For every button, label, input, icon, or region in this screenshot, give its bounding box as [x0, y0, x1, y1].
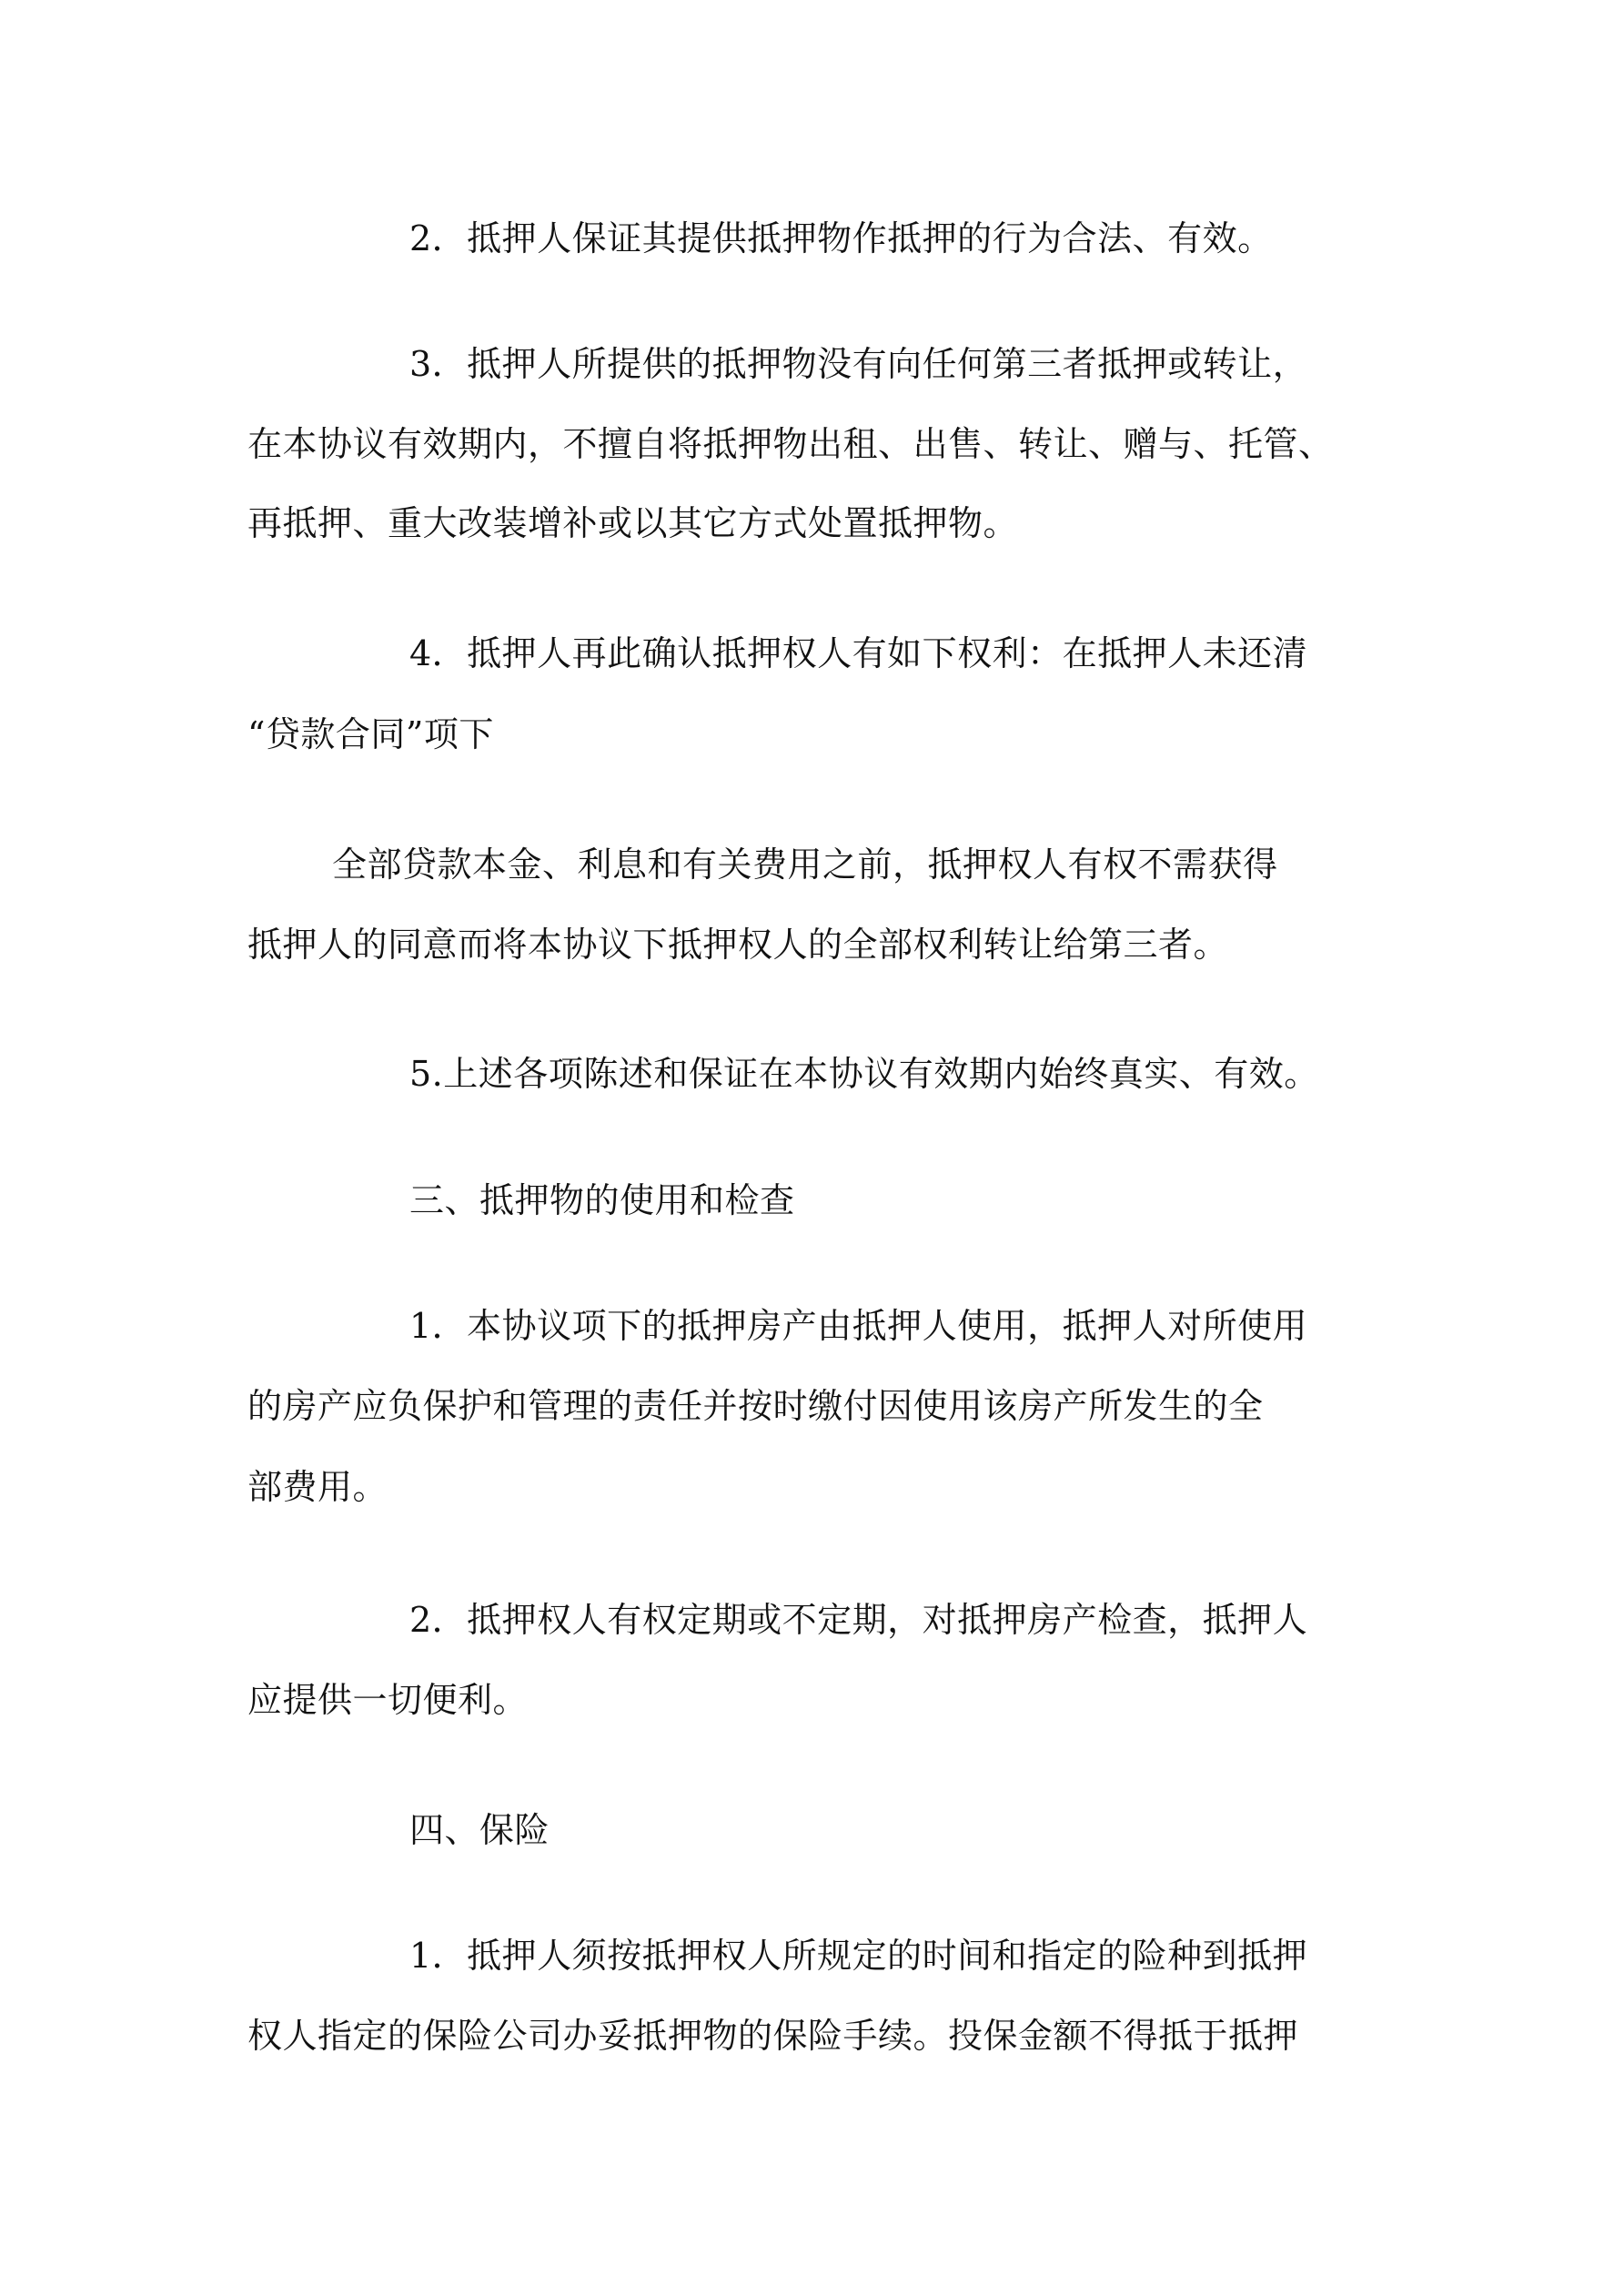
section-3-clause-1-line-2: 的房产应负保护和管理的责任并按时缴付因使用该房产所发生的全 [247, 1386, 1264, 1426]
clause-4-text-line-1: 4．抵押人再此确认抵押权人有如下权利：在抵押人未还清 [409, 633, 1308, 673]
section-3-clause-2-line-2: 应提供一切便利。 [247, 1680, 529, 1720]
clause-2-text: 2．抵押人保证其提供抵押物作抵押的行为合法、有效。 [409, 218, 1273, 258]
clause-4-continuation-line-2: 抵押人的同意而将本协议下抵押权人的全部权利转让给第三者。 [247, 925, 1229, 965]
section-3-clause-1-line-1: 1．本协议项下的抵押房产由抵押人使用，抵押人对所使用 [409, 1306, 1308, 1346]
clause-4-continuation-line-1: 全部贷款本金、利息和有关费用之前，抵押权人有权不需获得 [332, 845, 1278, 885]
clause-3-text-line-2: 在本协议有效期内，不擅自将抵押物出租、出售、转让、赠与、托管、 [247, 424, 1334, 464]
section-3-clause-1-line-3: 部费用。 [247, 1467, 388, 1507]
section-4-heading: 四、保险 [409, 1810, 550, 1850]
clause-5-text: 5.上述各项陈述和保证在本协议有效期内始终真实、有效。 [409, 1054, 1319, 1094]
clause-4-text-line-2: “贷款合同”项下 [247, 714, 494, 754]
section-3-heading: 三、抵押物的使用和检查 [409, 1180, 795, 1220]
clause-3-text-line-1: 3．抵押人所提供的抵押物没有向任何第三者抵押或转让， [409, 344, 1308, 384]
section-4-clause-1-line-2: 权人指定的保险公司办妥抵押物的保险手续。投保金额不得抵于抵押 [247, 2016, 1299, 2056]
clause-3-text-line-3: 再抵押、重大改装增补或以其它方式处置抵押物。 [247, 503, 1019, 543]
section-3-clause-2-line-1: 2．抵押权人有权定期或不定期，对抵押房产检查，抵押人 [409, 1600, 1308, 1640]
section-4-clause-1-line-1: 1．抵押人须按抵押权人所规定的时间和指定的险种到抵押 [409, 1936, 1308, 1976]
